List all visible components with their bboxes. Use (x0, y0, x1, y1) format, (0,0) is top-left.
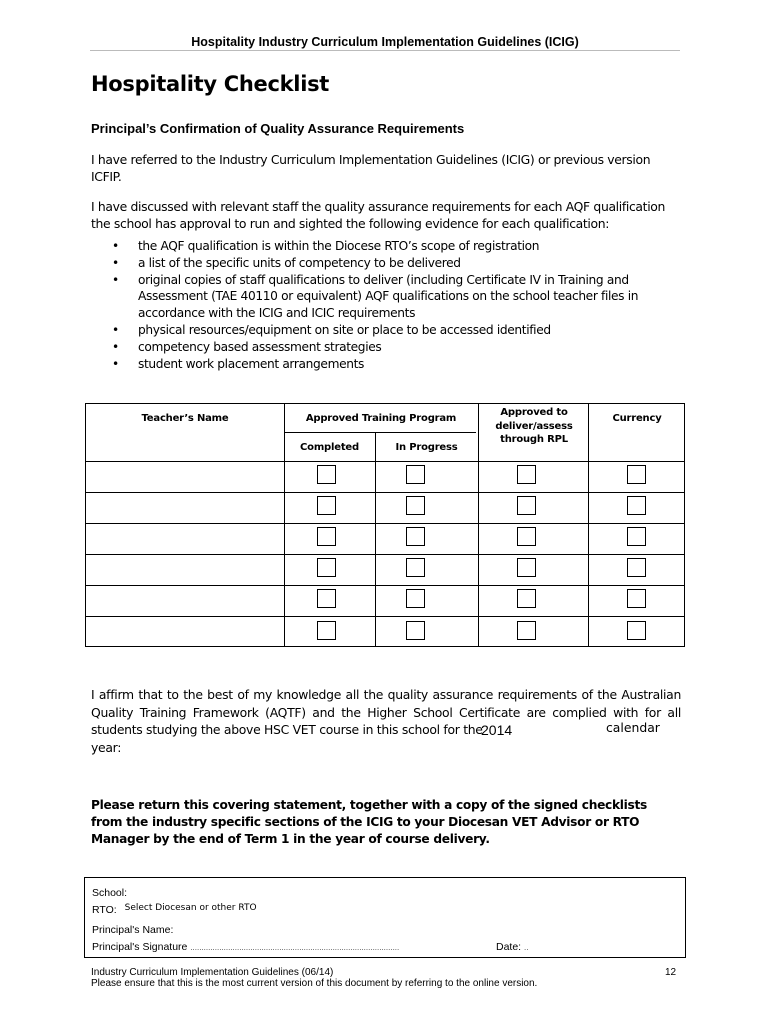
list-item: • physical resources/equipment on site or place to be accessed identified (112, 322, 672, 339)
affirmation-paragraph (91, 686, 681, 756)
principal-name-label: Principal's Name: (92, 924, 174, 936)
page-number: 12 (665, 967, 677, 978)
header-in-progress: In Progress (395, 442, 458, 453)
calendar-label: calendar (606, 720, 660, 735)
table-divider (86, 461, 684, 462)
table-divider (86, 585, 684, 586)
evidence-list (112, 238, 672, 372)
paragraph-icig-reference: I have referred to the Industry Curriculum Implementation Guidelines (ICIG) or previous version ICFIP. (91, 152, 651, 184)
principal-name-row (92, 924, 173, 936)
completed-checkbox[interactable] (317, 527, 336, 546)
staff-qualification-table (85, 403, 685, 647)
table-divider (588, 404, 589, 646)
section-heading: Principal’s Confirmation of Quality Assurance Requirements (91, 121, 465, 136)
in-progress-checkbox[interactable] (406, 621, 425, 640)
table-divider (86, 616, 684, 617)
school-row (92, 887, 127, 899)
completed-checkbox[interactable] (317, 465, 336, 484)
return-instructions: Please return this covering statement, together with a copy of the signed checklists from the industry specific sections of the ICIG to your Diocesan VET Advisor or RTO Manager by the end of Term 1 in the year of course delivery. (91, 798, 647, 846)
footer (91, 967, 537, 989)
currency-checkbox[interactable] (627, 496, 646, 515)
table-divider (375, 432, 376, 646)
list-item: • a list of the specific units of competency to be delivered (112, 255, 672, 272)
completed-checkbox[interactable] (317, 621, 336, 640)
table-divider (284, 404, 285, 646)
footer-doc-ref: Industry Curriculum Implementation Guidelines (06/14) (91, 967, 334, 978)
signature-field[interactable]: .............................................................................................. (190, 943, 400, 952)
year-field[interactable]: 2014 (481, 722, 513, 738)
header-approved-program: Approved Training Program (305, 413, 457, 424)
table-divider (478, 404, 479, 646)
footer-note: Please ensure that this is the most current version of this document by referring to the online version. (91, 978, 538, 989)
rpl-checkbox[interactable] (517, 527, 536, 546)
rto-select[interactable]: Select Diocesan or other RTO (124, 903, 257, 913)
running-header: Hospitality Industry Curriculum Implementation Guidelines (ICIG) (191, 35, 579, 49)
header-completed: Completed (300, 442, 359, 453)
list-item: • original copies of staff qualifications to deliver (including Certificate IV in Training and Assessment (TAE 40110 or equivalent) AQF qualifications on the school teacher files in accordance with the ICIG and ICIC requirements (112, 272, 672, 322)
rto-label: RTO: (92, 904, 117, 916)
in-progress-checkbox[interactable] (406, 527, 425, 546)
principal-form (84, 877, 686, 958)
rpl-checkbox[interactable] (517, 558, 536, 577)
in-progress-checkbox[interactable] (406, 589, 425, 608)
in-progress-checkbox[interactable] (406, 465, 425, 484)
affirmation-text: I affirm that to the best of my knowledge all the quality assurance requirements of the Australian Quality Training Framework (AQTF) and the Higher School Certificate are complied with for all students studying the above HSC VET course in this school for the (91, 687, 681, 737)
list-item: • the AQF qualification is within the Diocese RTO’s scope of registration (112, 238, 672, 255)
list-item: • student work placement arrangements (112, 356, 672, 373)
rto-row (92, 904, 257, 916)
rpl-checkbox[interactable] (517, 465, 536, 484)
currency-checkbox[interactable] (627, 589, 646, 608)
signature-label: Principal's Signature (92, 941, 188, 953)
year-label: year: (91, 739, 122, 755)
currency-checkbox[interactable] (627, 527, 646, 546)
header-divider (90, 50, 680, 51)
date-group (496, 941, 528, 953)
header-teacher-name: Teacher’s Name (141, 413, 229, 424)
currency-checkbox[interactable] (627, 558, 646, 577)
rpl-checkbox[interactable] (517, 621, 536, 640)
completed-checkbox[interactable] (317, 589, 336, 608)
in-progress-checkbox[interactable] (406, 496, 425, 515)
header-rpl: Approved to deliver/assess through RPL (495, 407, 573, 445)
signature-row (92, 941, 672, 953)
rpl-checkbox[interactable] (517, 589, 536, 608)
currency-checkbox[interactable] (627, 465, 646, 484)
rpl-checkbox[interactable] (517, 496, 536, 515)
table-divider (86, 554, 684, 555)
paragraph-staff-discussion: I have discussed with relevant staff the quality assurance requirements for each AQF qualification the school has approval to run and sighted the following evidence for each qualification: (91, 199, 666, 231)
currency-checkbox[interactable] (627, 621, 646, 640)
completed-checkbox[interactable] (317, 496, 336, 515)
school-label: School: (92, 887, 128, 899)
in-progress-checkbox[interactable] (406, 558, 425, 577)
page-title: Hospitality Checklist (91, 72, 330, 96)
date-label: Date: (496, 941, 522, 953)
date-field[interactable]: .. (524, 943, 529, 952)
table-divider (86, 492, 684, 493)
completed-checkbox[interactable] (317, 558, 336, 577)
header-currency: Currency (612, 413, 662, 424)
table-divider (284, 432, 476, 433)
list-item: • competency based assessment strategies (112, 339, 672, 356)
table-divider (86, 523, 684, 524)
